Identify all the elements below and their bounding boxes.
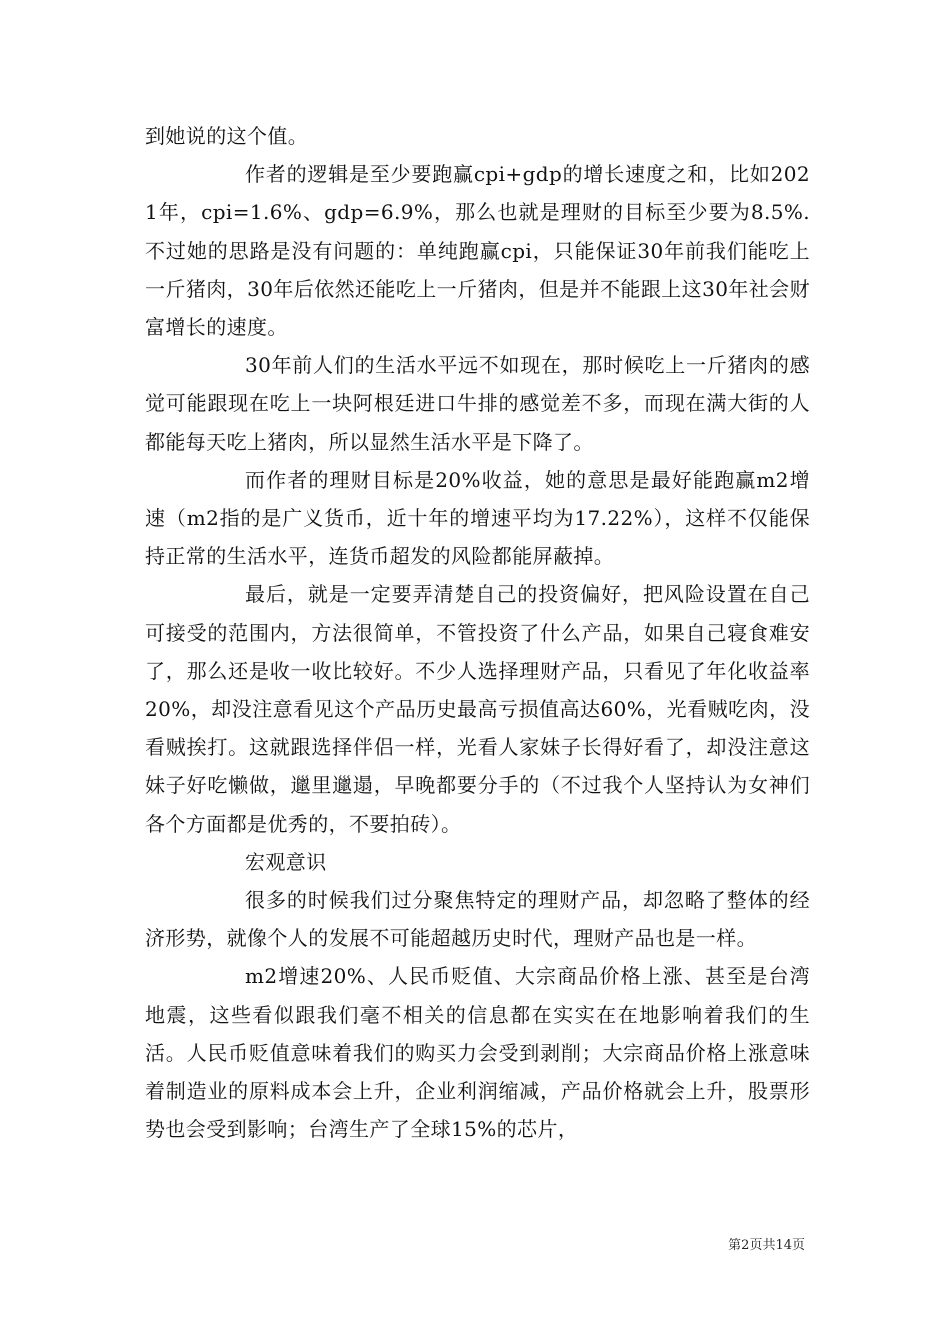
body-text [145,117,810,1148]
paragraph: 而作者的理财目标是20%收益，她的意思是最好能跑赢m2增速（m2指的是广义货币，近十年的增速平均为17.22%），这样不仅能保持正常的生活水平，连货币超发的风险都能屏蔽掉。 [145,467,810,569]
paragraph: 很多的时候我们过分聚焦特定的理财产品，却忽略了整体的经济形势，就像个人的发展不可能超越历史时代，理财产品也是一样。 [145,888,810,951]
section-heading: 宏观意识 [245,849,327,874]
paragraph: 最后，就是一定要弄清楚自己的投资偏好，把风险设置在自己可接受的范围内，方法很简单，不管投资了什么产品，如果自己寝食难安了，那么还是收一收比较好。不少人选择理财产品，只看见了年化收益率20%，却没注意看见这个产品历史最高亏损值高达60%，光看贼吃肉，没看贼挨打。这就跟选择伴侣一样，光看人家妹子长得好看了，却没注意这妹子好吃懒做，邋里邋遢，早晚都要分手的（不过我个人坚持认为女神们各个方面都是优秀的，不要拍砖）。 [145,582,810,836]
page-number: 第2页共14页 [728,1238,805,1253]
paragraph: 30年前人们的生活水平远不如现在，那时候吃上一斤猪肉的感觉可能跟现在吃上一块阿根廷进口牛排的感觉差不多，而现在满大街的人都能每天吃上猪肉，所以显然生活水平是下降了。 [145,353,810,454]
paragraph: 到她说的这个值。 [145,124,309,148]
paragraph: 作者的逻辑是至少要跑赢cpi+gdp的增长速度之和，比如2021年，cpi=1.6%、gdp=6.9%，那么也就是理财的目标至少要为8.5%.不过她的思路是没有问题的：单纯跑赢cpi，只能保证30年前我们能吃上一斤猪肉，30年后依然还能吃上一斤猪肉，但是并不能跟上这30年社会财富增长的速度。 [145,162,810,340]
paragraph: m2增速20%、人民币贬值、大宗商品价格上涨、甚至是台湾地震，这些看似跟我们毫不相关的信息都在实实在在地影响着我们的生活。人民币贬值意味着我们的购买力会受到剥削；大宗商品价格上涨意味着制造业的原料成本会上升，企业利润缩减，产品价格就会上升，股票形势也会受到影响；台湾生产了全球15%的芯片， [145,964,810,1142]
